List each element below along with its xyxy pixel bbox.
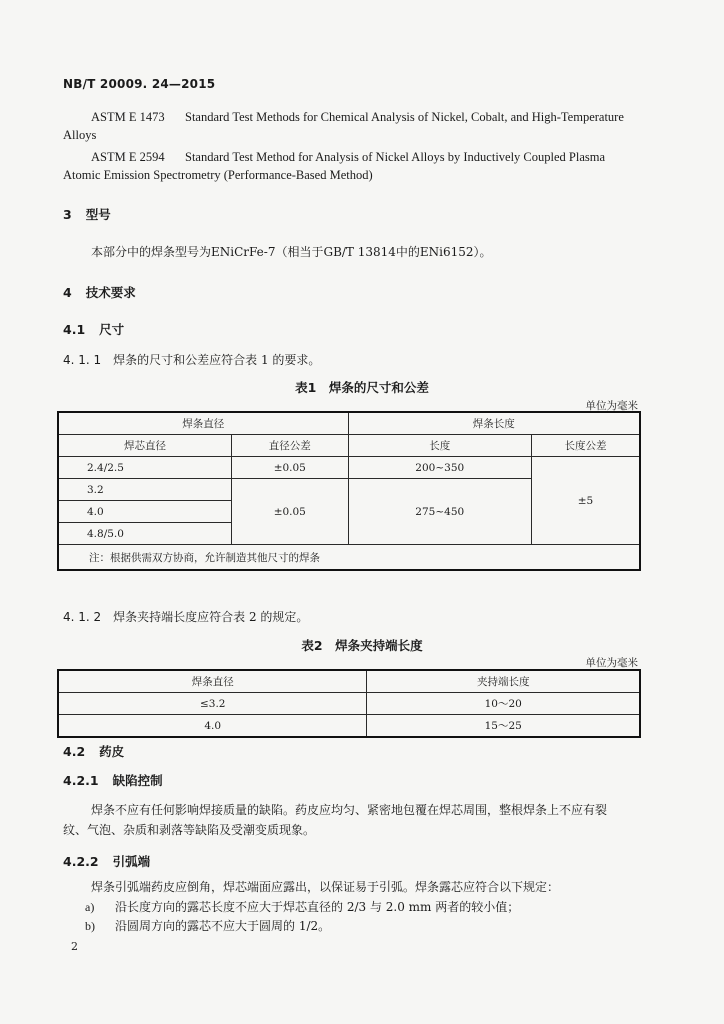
section-heading-4-2-2 <box>63 852 150 870</box>
table-cell: 4.0 <box>58 501 231 523</box>
reference-item <box>91 150 605 165</box>
table-header-cell: 焊条直径 <box>58 670 367 693</box>
table-cell: 15～25 <box>367 715 640 738</box>
table-header-cell: 焊条直径 <box>58 412 348 435</box>
section-title: 引弧端 <box>112 854 151 869</box>
list-marker: b) <box>85 919 95 933</box>
table-row <box>58 693 640 715</box>
table-row <box>58 435 640 457</box>
section-heading-4-2 <box>63 742 124 760</box>
section-number: 4 <box>63 285 72 300</box>
table-cell: 4.0 <box>58 715 367 738</box>
reference-title-continued: Atomic Emission Spectrometry (Performance-Based Method) <box>63 168 373 182</box>
reference-item <box>91 110 624 125</box>
list-text: 沿长度方向的露芯长度不应大于焊芯直径的 2/3 与 2.0 mm 两者的较小值； <box>115 900 520 914</box>
section-title: 型号 <box>85 207 111 222</box>
clause-number: 4. 1. 2 <box>63 610 102 624</box>
reference-title: Standard Test Methods for Chemical Analysis of Nickel, Cobalt, and High-Temperature <box>185 110 624 124</box>
table-header-cell: 直径公差 <box>231 435 348 457</box>
table-header-cell: 长度 <box>348 435 531 457</box>
table-cell: 3.2 <box>58 479 231 501</box>
table-note: 注：根据供需双方协商，允许制造其他尺寸的焊条 <box>58 545 640 571</box>
list-marker: a) <box>85 900 95 914</box>
table-cell: 2.4/2.5 <box>58 457 231 479</box>
section-title: 尺寸 <box>99 322 125 337</box>
table-cell: ±0.05 <box>231 479 348 545</box>
table-1-unit: 单位为毫米 <box>585 400 638 412</box>
table-2-unit: 单位为毫米 <box>585 657 638 669</box>
section-4-2-1-text-continued: 纹、气泡、杂质和剥落等缺陷及受潮变质现象。 <box>63 823 316 837</box>
table-cell: 275~450 <box>348 479 531 545</box>
table-header-cell: 焊芯直径 <box>58 435 231 457</box>
table-row <box>58 457 640 479</box>
section-heading-4 <box>63 283 136 301</box>
clause-text: 焊条夹持端长度应符合表 2 的规定。 <box>113 610 309 624</box>
table-cell: ±5 <box>531 457 640 545</box>
table-cell: ≤3.2 <box>58 693 367 715</box>
table-row <box>58 412 640 435</box>
table-cell: 10～20 <box>367 693 640 715</box>
section-4-2-1-text: 焊条不应有任何影响焊接质量的缺陷。药皮应均匀、紧密地包覆在焊芯周围，整根焊条上不应有裂 <box>91 803 608 817</box>
reference-code: ASTM E 2594 <box>91 150 165 164</box>
table-1-title: 表1 焊条的尺寸和公差 <box>295 380 429 395</box>
clause-text: 焊条的尺寸和公差应符合表 1 的要求。 <box>113 353 321 367</box>
clause-number: 4. 1. 1 <box>63 353 102 367</box>
list-text: 沿圆周方向的露芯不应大于圆周的 1/2。 <box>115 919 331 933</box>
table-row <box>58 545 640 571</box>
section-heading-4-1 <box>63 320 124 338</box>
section-number: 4.2 <box>63 744 86 759</box>
table-row <box>58 670 640 693</box>
reference-title-continued: Alloys <box>63 128 97 142</box>
section-3-text: 本部分中的焊条型号为ENiCrFe-7（相当于GB/T 13814中的ENi6152）。 <box>91 245 492 259</box>
table-cell: 200~350 <box>348 457 531 479</box>
table-header-cell: 长度公差 <box>531 435 640 457</box>
section-title: 技术要求 <box>85 285 136 300</box>
section-title: 药皮 <box>99 744 125 759</box>
table-1 <box>57 411 641 571</box>
clause-4-1-2 <box>63 608 308 625</box>
section-number: 4.2.2 <box>63 854 99 869</box>
list-item <box>85 917 330 934</box>
table-2-title: 表2 焊条夹持端长度 <box>301 638 423 653</box>
table-header-cell: 夹持端长度 <box>367 670 640 693</box>
section-number: 3 <box>63 207 72 222</box>
table-cell: 4.8/5.0 <box>58 523 231 545</box>
table-header-cell: 焊条长度 <box>348 412 640 435</box>
section-heading-4-2-1 <box>63 771 163 789</box>
section-title: 缺陷控制 <box>112 773 163 788</box>
section-number: 4.2.1 <box>63 773 99 788</box>
reference-title: Standard Test Method for Analysis of Nickel Alloys by Inductively Coupled Plasma <box>185 150 606 164</box>
section-number: 4.1 <box>63 322 86 337</box>
section-heading-3 <box>63 205 111 223</box>
table-cell: ±0.05 <box>231 457 348 479</box>
table-2 <box>57 669 641 738</box>
standard-code: NB/T 20009. 24—2015 <box>63 77 216 91</box>
clause-4-1-1 <box>63 351 320 368</box>
list-item <box>85 898 519 915</box>
section-4-2-2-text: 焊条引弧端药皮应倒角，焊芯端面应露出，以保证易于引弧。焊条露芯应符合以下规定： <box>91 880 560 894</box>
reference-code: ASTM E 1473 <box>91 110 165 124</box>
page-number: 2 <box>71 940 78 953</box>
table-row <box>58 715 640 738</box>
